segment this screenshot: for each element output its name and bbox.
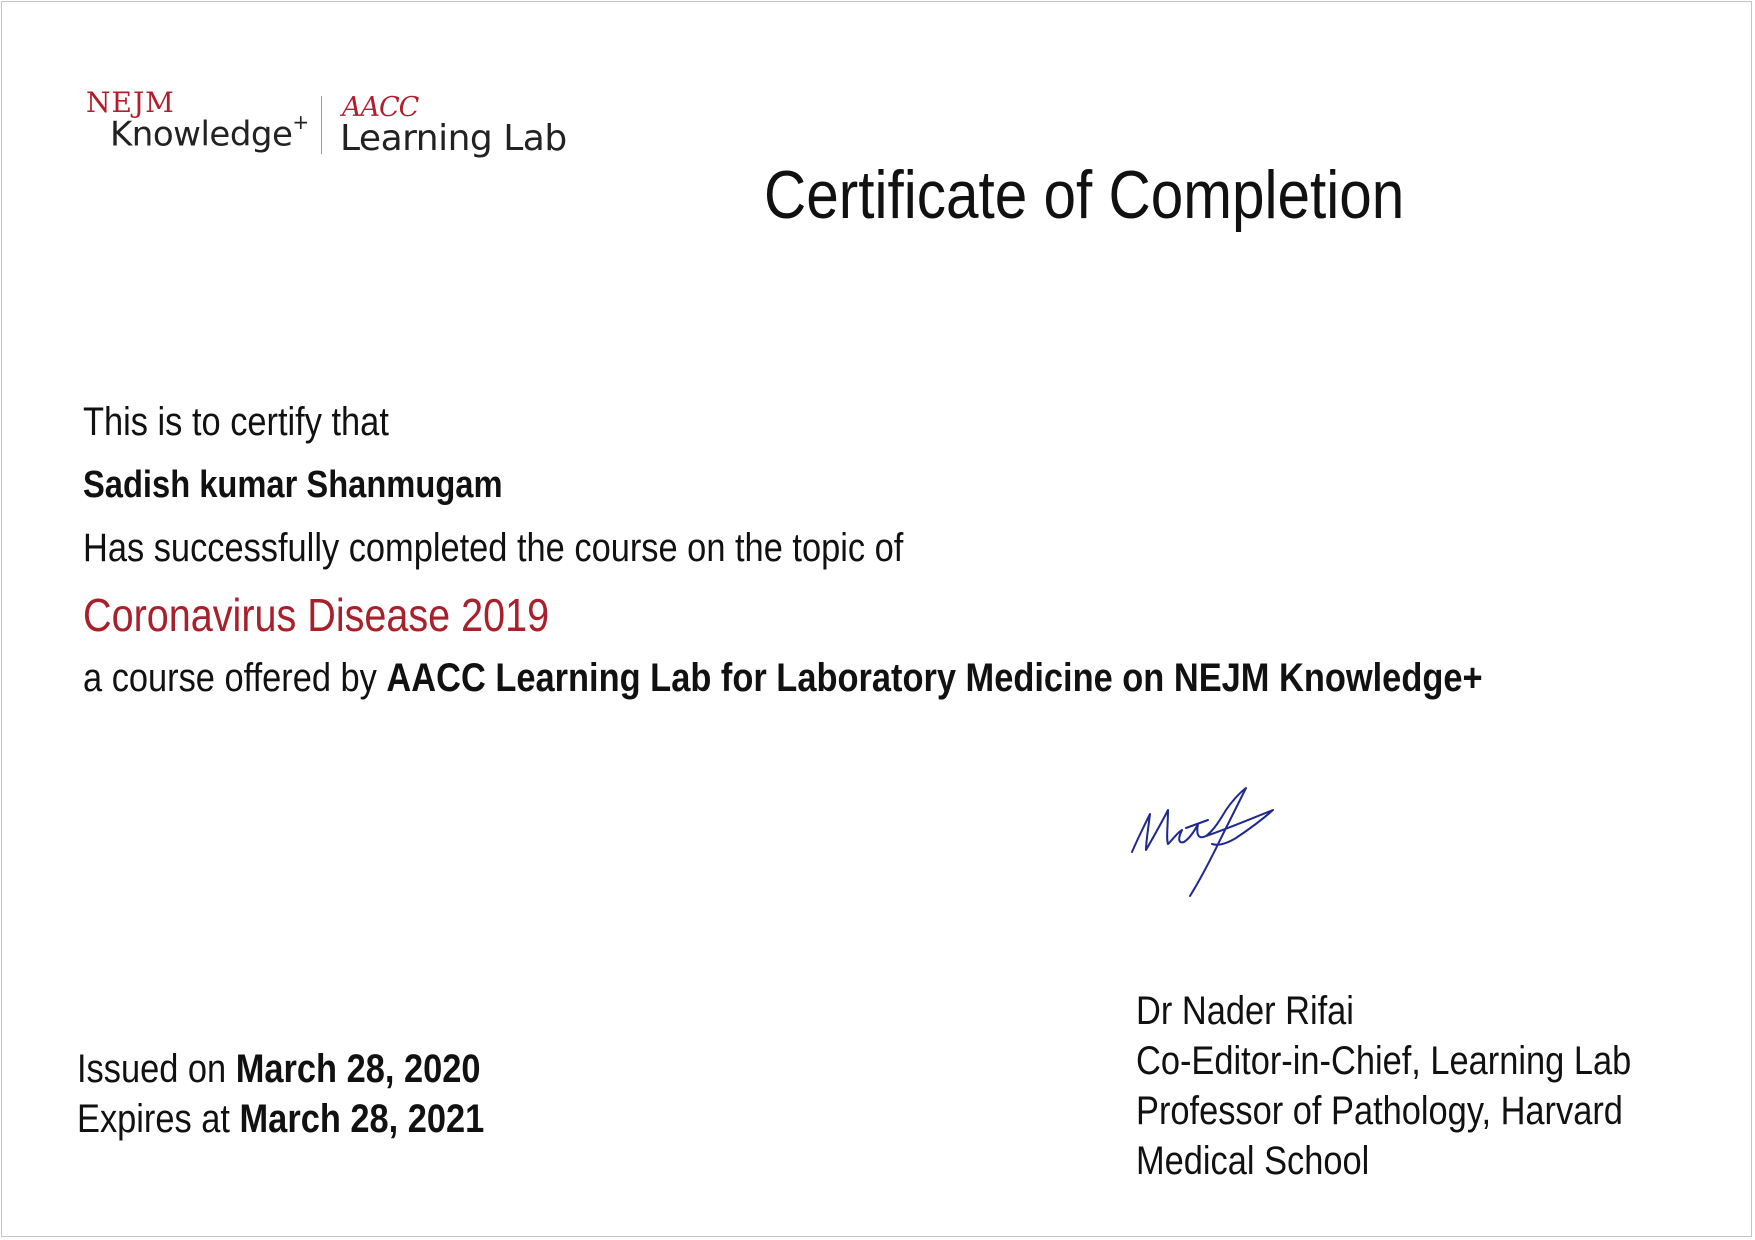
signer-title-3: Medical School [1136,1139,1370,1183]
certificate-title [764,156,1509,234]
signer-title-line-1 [1136,1036,1712,1086]
signer-title-line-3 [1136,1136,1712,1186]
nejm-aacc-logo [86,86,606,166]
course-topic-line [83,588,625,642]
signer-title-line-2 [1136,1086,1712,1136]
logo-knowledge-word: Knowledge [110,114,293,155]
signature-image [1128,780,1303,900]
certify-text: This is to certify that [83,400,389,444]
issued-date: March 28, 2020 [235,1047,481,1091]
signer-block [1136,986,1712,1186]
expires-text [77,1094,484,1144]
expires-date: March 28, 2021 [239,1097,485,1141]
logo-learning-lab-text: Learning Lab [340,118,567,159]
issued-label: Issued on [77,1047,227,1091]
logo-plus: + [292,110,309,134]
course-topic: Coronavirus Disease 2019 [83,589,550,641]
offered-by-text [83,656,1483,701]
offered-by-org: AACC Learning Lab for Laboratory Medicine on NEJM Knowledge+ [386,656,1483,700]
logo-divider [321,96,322,154]
logo-knowledge-text [110,110,309,155]
recipient-name: Sadish kumar Shanmugam [83,464,503,506]
signer-name: Dr Nader Rifai [1136,989,1354,1033]
signer-title-2: Professor of Pathology, Harvard [1136,1089,1623,1133]
completed-line [83,526,1037,571]
certificate-title-text: Certificate of Completion [764,157,1405,233]
expires-line [77,1094,551,1144]
recipient-line [83,464,571,507]
logo-aacc-text: AACC [342,92,419,123]
expires-label: Expires at [77,1097,230,1141]
signer-name-line [1136,986,1712,1036]
offered-prefix: a course offered by [83,656,377,700]
issued-line [77,1044,551,1094]
logo-nejm-text: NEJM [86,86,175,119]
signer-title-1: Co-Editor-in-Chief, Learning Lab [1136,1039,1632,1083]
issued-text [77,1044,481,1094]
completed-text: Has successfully completed the course on the topic of [83,526,904,570]
dates-block [77,1044,551,1144]
certify-line [83,400,439,445]
offered-by-line [83,656,1710,701]
